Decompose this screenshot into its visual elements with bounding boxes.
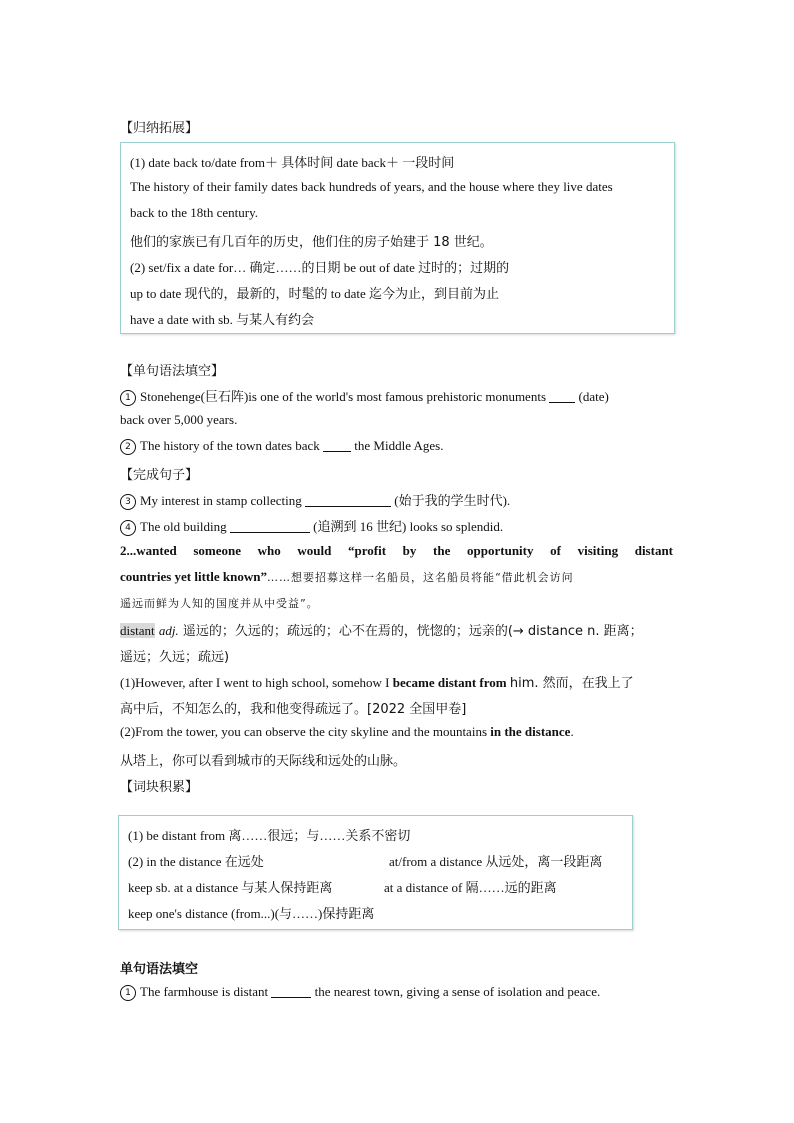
- chunk-line: (1) be distant from 离……很远；与……关系不密切: [128, 828, 411, 843]
- question-text: the nearest town, giving a sense of isolation and peace.: [314, 984, 601, 999]
- answer-blank[interactable]: [305, 494, 391, 507]
- summary-line: The history of their family dates back hundreds of years, and the house where they live dates: [130, 179, 613, 194]
- chunk-line: keep sb. at a distance 与某人保持距离: [128, 880, 333, 895]
- question-2: [120, 438, 443, 455]
- section-heading-complete: 【完成句子】: [120, 468, 199, 483]
- vocab-pos: adj.: [158, 623, 179, 638]
- section-heading-grammar-2: 单句语法填空: [120, 962, 199, 977]
- section-heading-grammar: 【单句语法填空】: [120, 364, 225, 379]
- vocab-title-line3: 遥远而鲜为人知的国度并从中受益”。: [120, 597, 319, 610]
- answer-blank[interactable]: [323, 439, 351, 452]
- summary-line: have a date with sb. 与某人有约会: [130, 312, 315, 327]
- section-heading-summary: 【归纳拓展】: [120, 121, 199, 136]
- question-text: (date): [578, 389, 609, 404]
- vocab-definition-line2: 遥远；久远；疏远): [120, 650, 230, 665]
- summary-line: up to date 现代的，最新的，时髦的 to date 迄今为止，到目前为止: [130, 286, 500, 301]
- vocab-word: distant: [120, 623, 155, 638]
- question-number: 2: [120, 439, 136, 455]
- example-text: (2)From the tower, you can observe the city skyline and the mountains: [120, 724, 488, 739]
- example-keyphrase: in the distance: [490, 724, 571, 739]
- summary-box: [120, 142, 675, 334]
- question-1: [120, 386, 609, 406]
- question-3: [120, 490, 510, 510]
- summary-line: (1) date back to/date from＋ 具体时间 date back＋ 一段时间: [130, 155, 455, 170]
- question-text: The farmhouse is distant: [140, 984, 269, 999]
- question-final: [120, 984, 600, 1001]
- vocab-title-line1: 2...wanted someone who would “profit by the opportunity of visiting distant: [120, 543, 673, 558]
- chunk-line: (2) in the distance 在远处: [128, 854, 264, 869]
- summary-line: (2) set/fix a date for… 确定……的日期 be out of date 过时的；过期的: [130, 260, 510, 275]
- question-text: The history of the town dates back: [140, 438, 320, 453]
- answer-blank[interactable]: [549, 390, 575, 403]
- answer-blank[interactable]: [230, 520, 310, 533]
- chunk-line: at/from a distance 从远处，离一段距离: [389, 854, 603, 869]
- example-text: (1)However, after I went to high school, somehow I: [120, 675, 390, 690]
- summary-line: back to the 18th century.: [130, 205, 259, 220]
- vocab-title-bold: countries yet little known”: [120, 569, 267, 584]
- vocab-title-line2: [120, 569, 574, 585]
- question-number: 3: [120, 494, 136, 510]
- example-2-translation: 从塔上，你可以看到城市的天际线和远处的山脉。: [120, 754, 407, 769]
- question-text: The old building: [140, 519, 227, 534]
- question-number: 4: [120, 520, 136, 536]
- question-4: [120, 516, 503, 536]
- example-2: [120, 724, 574, 740]
- section-heading-chunks: 【词块积累】: [120, 780, 199, 795]
- vocab-definition-line1: [120, 620, 643, 639]
- question-text: (始于我的学生时代).: [394, 493, 511, 508]
- example-text: him. 然而，在我上了: [509, 676, 634, 691]
- summary-line: 他们的家族已有几百年的历史，他们住的房子始建于 18 世纪。: [130, 235, 493, 250]
- question-1-cont: back over 5,000 years.: [120, 412, 238, 427]
- question-text: the Middle Ages.: [354, 438, 444, 453]
- question-text: My interest in stamp collecting: [140, 493, 302, 508]
- vocab-definition: 遥远的；久远的；疏远的；心不在焉的，恍惚的；远亲的(→ distance n. 距离；: [182, 624, 643, 639]
- question-text: Stonehenge(巨石阵)is one of the world's most famous prehistoric monuments: [140, 389, 547, 404]
- example-text: .: [570, 724, 574, 739]
- chunk-line: at a distance of 隔……远的距离: [384, 880, 557, 895]
- example-1: [120, 672, 634, 691]
- chunks-box: [118, 815, 633, 930]
- example-keyphrase: became distant from: [392, 675, 507, 690]
- question-number: 1: [120, 390, 136, 406]
- question-number: 1: [120, 985, 136, 1001]
- vocab-title-translation: ……想要招募这样一名船员，这名船员将能“借此机会访问: [266, 571, 574, 584]
- question-text: (追溯到 16 世纪) looks so splendid.: [313, 519, 504, 534]
- chunk-line: keep one's distance (from...)(与……)保持距离: [128, 906, 375, 921]
- answer-blank[interactable]: [271, 985, 311, 998]
- example-1-translation: 高中后，不知怎么的，我和他变得疏远了。[2022 全国甲卷]: [120, 702, 467, 717]
